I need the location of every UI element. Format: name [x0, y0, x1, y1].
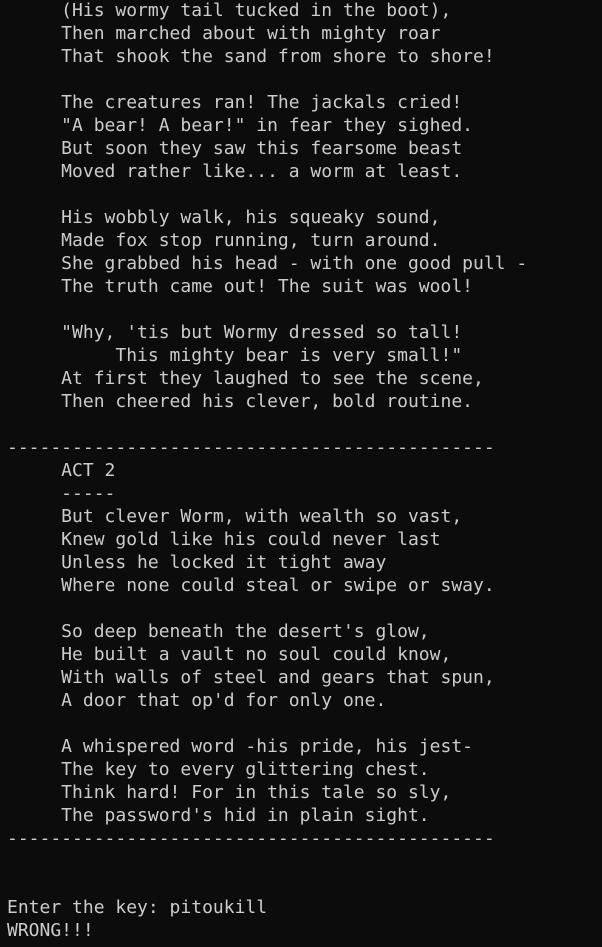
terminal-line [0, 298, 602, 321]
terminal-line: The truth came out! The suit was wool! [7, 276, 473, 297]
terminal-line: "A bear! A bear!" in fear they sighed. [7, 115, 473, 136]
terminal-line: At first they laughed to see the scene, [7, 368, 484, 389]
separator-line: --------------------------------------------- [7, 437, 495, 458]
terminal-line: His wobbly walk, his squeaky sound, [7, 207, 441, 228]
terminal-line: Then cheered his clever, bold routine. [7, 391, 473, 412]
terminal-line [0, 183, 602, 206]
terminal-line [0, 873, 602, 896]
terminal-line: Knew gold like his could never last [7, 529, 441, 550]
terminal-line: That shook the sand from shore to shore! [7, 46, 495, 67]
terminal-line [0, 68, 602, 91]
act-heading: ACT 2 [7, 460, 116, 481]
terminal-line: The creatures ran! The jackals cried! [7, 92, 463, 113]
terminal-line: Made fox stop running, turn around. [7, 230, 441, 251]
result-message: WRONG!!! [7, 920, 94, 941]
terminal-line: Unless he locked it tight away [7, 552, 387, 573]
terminal-line: Where none could steal or swipe or sway. [7, 575, 495, 596]
terminal-line: He built a vault no soul could know, [7, 644, 452, 665]
terminal-line [0, 712, 602, 735]
terminal-line: But soon they saw this fearsome beast [7, 138, 463, 159]
terminal-line: ----- [7, 483, 116, 504]
terminal-line: The password's hid in plain sight. [7, 805, 430, 826]
terminal-line: (His wormy tail tucked in the boot), [7, 0, 452, 21]
terminal-line: Then marched about with mighty roar [7, 23, 441, 44]
terminal-line [0, 413, 602, 436]
terminal-line: Moved rather like... a worm at least. [7, 161, 463, 182]
terminal-line [0, 597, 602, 620]
terminal-line: With walls of steel and gears that spun, [7, 667, 495, 688]
terminal-line [0, 850, 602, 873]
terminal-line: But clever Worm, with wealth so vast, [7, 506, 463, 527]
terminal-line: This mighty bear is very small!" [7, 345, 463, 366]
terminal-line: A whispered word -his pride, his jest- [7, 736, 473, 757]
key-prompt-line: Enter the key: pitoukill [7, 897, 268, 918]
terminal-line: So deep beneath the desert's glow, [7, 621, 430, 642]
terminal-line: The key to every glittering chest. [7, 759, 430, 780]
separator-line: --------------------------------------------- [7, 828, 495, 849]
terminal-line: A door that op'd for only one. [7, 690, 387, 711]
terminal-line: She grabbed his head - with one good pull - [7, 253, 528, 274]
terminal-line: "Why, 'tis but Wormy dressed so tall! [7, 322, 463, 343]
terminal-line: Think hard! For in this tale so sly, [7, 782, 452, 803]
